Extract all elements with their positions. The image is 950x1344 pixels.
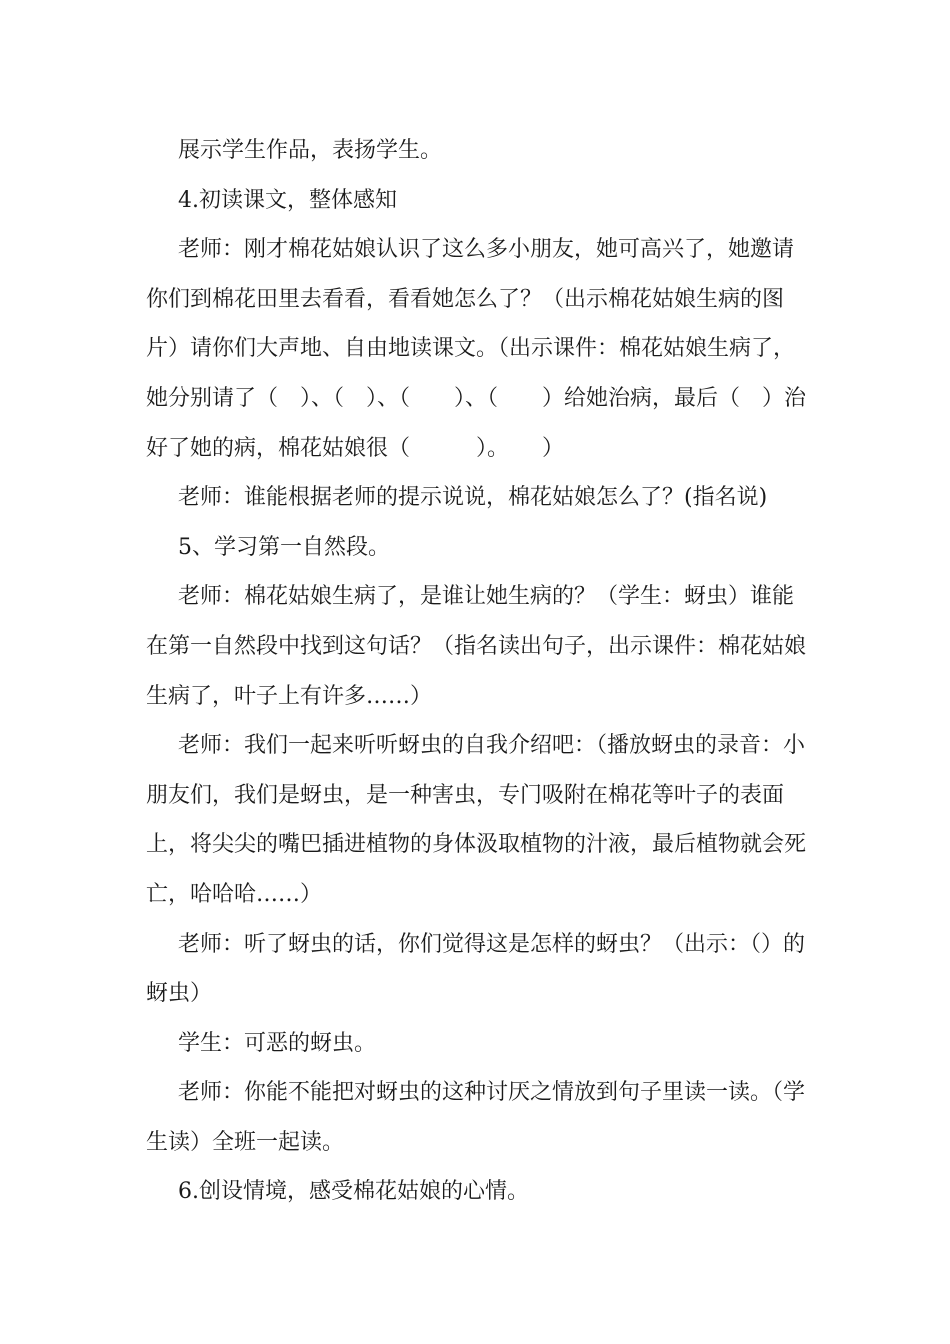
- paragraph-read-aloud: 老师：你能不能把对蚜虫的这种讨厌之情放到句子里读一读。（学生读）全班一起读。: [146, 1080, 806, 1155]
- heading-step-5: 5、学习第一自然段。: [178, 534, 390, 560]
- heading-step-4: 4.初读课文，整体感知: [178, 187, 397, 213]
- paragraph-praise-students: 展示学生作品，表扬学生。: [178, 138, 443, 163]
- paragraph-aphid-intro: 老师：我们一起来听听蚜虫的自我介绍吧：（播放蚜虫的录音：小朋友们，我们是蚜虫，是一种害虫，专门吸附在棉花等叶子的表面上，将尖尖的嘴巴插进植物的身体汲取植物的汁液，最后植物就会死亡，哈哈哈……）: [146, 733, 807, 907]
- heading-step-6: 6.创设情境，感受棉花姑娘的心情。: [178, 1179, 529, 1205]
- document-body: [146, 126, 811, 1217]
- paragraph-teacher-aphid: 老师：棉花姑娘生病了，是谁让她生病的？（学生：蚜虫）谁能在第一自然段中找到这句话？（指名读出句子，出示课件：棉花姑娘生病了，叶子上有许多……）: [146, 584, 807, 709]
- paragraph-teacher-question: 老师：谁能根据老师的提示说说，棉花姑娘怎么了？(指名说): [178, 485, 768, 511]
- paragraph-student-answer: 学生：可恶的蚜虫。: [178, 1030, 377, 1056]
- paragraph-aphid-question: 老师：听了蚜虫的话，你们觉得这是怎样的蚜虫？（出示：（）的蚜虫）: [146, 931, 806, 1007]
- paragraph-teacher-intro: 老师：刚才棉花姑娘认识了这么多小朋友，她可高兴了，她邀请你们到棉花田里去看看，看看她怎么了？（出示棉花姑娘生病的图片）请你们大声地、自由地读课文。（出示课件：棉花姑娘生病了，她分别请了（ ）、（ ）、（ ）、（ ）给她治病，最后（ ）治好了她的病，棉花姑娘很（ ）。 ）: [146, 237, 807, 461]
